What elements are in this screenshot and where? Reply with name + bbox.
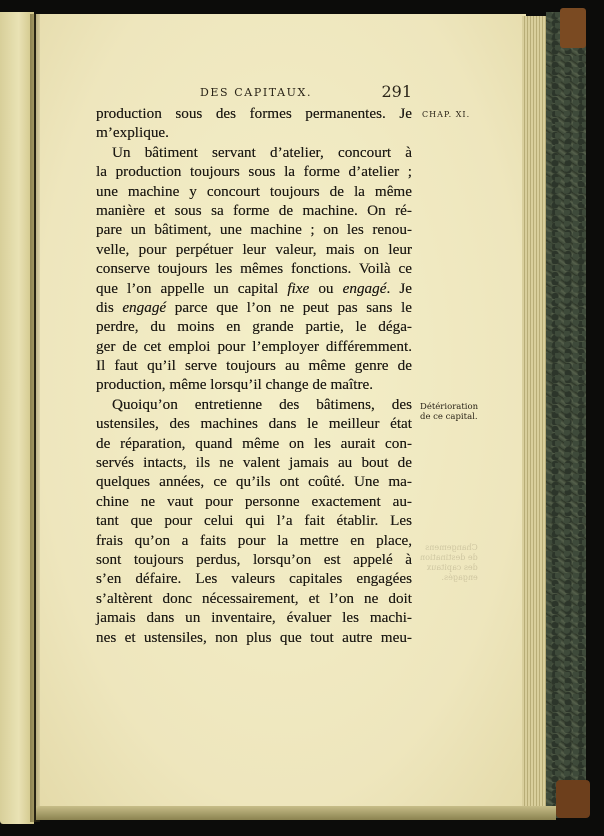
marginal-note-line: de ce capital.	[420, 412, 478, 422]
leather-corner-bottom	[556, 780, 590, 818]
text-run: parce que l’on ne peut pas sans le	[166, 298, 412, 316]
page-bottom-edge	[36, 806, 556, 820]
bleed-line: engagés.	[441, 573, 478, 582]
text-run: ou	[309, 279, 343, 297]
text-line: Il faut qu’il serve toujours au même genre de	[96, 357, 412, 375]
text-line: Quoiqu’on entretienne des bâtimens, des	[112, 395, 412, 413]
gutter-shadow	[30, 14, 40, 822]
text-line: chine ne vaut pour personne exactement au-	[96, 492, 412, 510]
italic-fixe: fixe	[287, 279, 310, 297]
text-line: pare un bâtiment, une machine ; on les renou-	[96, 221, 412, 239]
text-line: m’explique.	[96, 124, 169, 142]
bleed-line: Changemens	[425, 543, 478, 552]
text-line: nes et ustensiles, non plus que tout autre meu-	[96, 628, 412, 646]
text-line: ger de cet emploi pour l’employer différemment.	[96, 337, 412, 355]
text-line: frais qu’on a faits pour la mettre en place,	[96, 531, 412, 549]
text-run: dis	[96, 298, 123, 316]
text-line: s’altèrent donc nécessairement, et l’on ne doit	[96, 589, 412, 607]
marginal-note-line: Détérioration	[420, 402, 479, 412]
text-line: une machine y concourt toujours de la même	[96, 182, 412, 200]
deterioration-marginal-note	[420, 402, 478, 422]
chapter-marginal-note: CHAP. XI.	[422, 110, 471, 119]
text-line: s’en défaire. Les valeurs capitales engagées	[96, 570, 412, 588]
text-line: quelques années, ce qu’ils ont coûté. Une ma-	[96, 473, 412, 491]
italic-engage: engagé	[122, 298, 167, 316]
page-stack-edge	[522, 16, 546, 811]
text-line-with-italics	[96, 279, 412, 298]
running-head-title: DES CAPITAUX.	[200, 86, 313, 99]
bleed-through-note	[420, 543, 478, 583]
text-line: manière et sous sa forme de machine. On ré-	[96, 201, 412, 219]
text-line: Un bâtiment servant d’atelier, concourt à	[112, 143, 412, 161]
text-line: production, même lorsqu’il change de maître.	[96, 376, 374, 394]
text-line: tant que pour celui qui l’a fait établir. Les	[96, 512, 412, 530]
text-line: sont toujours perdus, lorsqu’on est appelé à	[96, 550, 412, 568]
text-line: conserve toujours les mêmes fonctions. Voilà ce	[96, 260, 412, 278]
bleed-line: des capitaux	[426, 563, 478, 572]
leather-corner-top	[560, 8, 586, 48]
text-line: jamais dans un inventaire, évaluer les machi-	[96, 609, 412, 627]
marbled-cover	[546, 12, 586, 818]
body-text	[96, 104, 412, 647]
text-line: la production toujours sous la forme d’atelier ;	[96, 163, 412, 181]
page-number: 291	[381, 82, 412, 101]
text-line: perdre, du moins en grande partie, le déga-	[96, 318, 412, 336]
text-run: que l’on appelle un capital	[96, 279, 288, 297]
text-line-with-italics	[96, 298, 412, 317]
text-line: servés intacts, ils ne valent jamais au bout de	[96, 454, 412, 472]
text-line: de réparation, quand même on les aurait con-	[96, 434, 412, 452]
text-line: velle, pour perpétuer leur valeur, mais on leur	[96, 240, 412, 258]
italic-engage: engagé	[342, 279, 387, 297]
facing-page-edge	[0, 12, 34, 824]
text-run: . Je	[386, 279, 413, 297]
text-line: production sous des formes permanentes. Je	[96, 105, 412, 122]
text-line: ustensiles, des machines dans le meilleur état	[96, 415, 412, 433]
bleed-line: de destination	[420, 553, 478, 562]
